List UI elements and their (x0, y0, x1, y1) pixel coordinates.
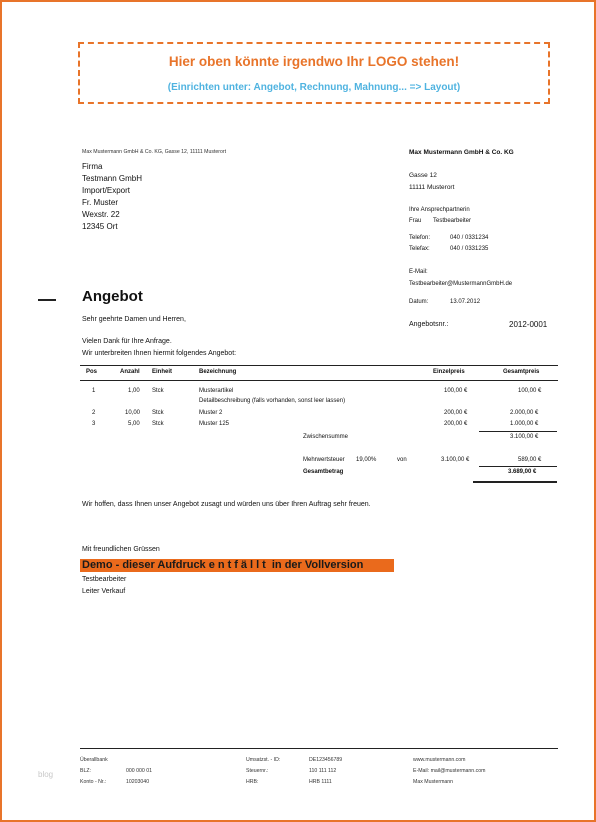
vat-rate: 19,00% (356, 457, 377, 463)
footer-bank: Überallbank (80, 757, 108, 763)
contact-label: Ihre Ansprechpartnerin (409, 207, 470, 213)
cell-price: 100,00 € (444, 388, 468, 394)
signer-name: Testbearbeiter (82, 576, 127, 583)
footer-hrb: HRB 1111 (309, 779, 332, 785)
grand-total-value: 3.689,00 € (508, 469, 537, 475)
phone-label: Telefon: (409, 235, 431, 241)
email-label: E-Mail: (409, 269, 428, 275)
cell-unit: Stck (152, 410, 164, 416)
date-value: 13.07.2012 (450, 299, 481, 305)
sender-line: Max Mustermann GmbH & Co. KG, Gasse 12, 11111 Musterort (82, 149, 227, 155)
cell-total: 2.000,00 € (510, 410, 539, 416)
cell-unit: Stck (152, 388, 164, 394)
col-header-unit: Einheit (152, 369, 173, 375)
cell-qty: 10,00 (125, 410, 141, 416)
company-city: 11111 Musterort (409, 184, 455, 191)
footer-steuernr-label: Steuernr.: (246, 768, 269, 774)
recipient-line: Testmann GmbH (82, 174, 143, 183)
footer-konto-label: Konto - Nr.: (80, 779, 107, 785)
total-rule (479, 466, 557, 467)
recipient-line: Firma (82, 162, 103, 171)
grand-total-label: Gesamtbetrag (303, 469, 344, 475)
col-header-qty: Anzahl (120, 369, 140, 375)
cell-pos: 1 (92, 388, 96, 394)
signer-role: Leiter Verkauf (82, 588, 126, 595)
col-header-pos: Pos (86, 369, 98, 375)
cell-total: 100,00 € (518, 388, 542, 394)
intro-line-2: Wir unterbreiten Ihnen hiermit folgendes Angebot: (82, 350, 237, 357)
offer-number-label: Angebotsnr.: (409, 321, 449, 328)
intro-line-1: Vielen Dank für Ihre Anfrage. (82, 338, 172, 345)
cell-total: 1.000,00 € (510, 421, 539, 427)
demo-prefix: Demo - dieser Aufdruck (82, 559, 206, 571)
cell-desc: Muster 2 (199, 410, 223, 416)
watermark-text: blog (38, 770, 54, 779)
logo-subtitle: (Einrichten unter: Angebot, Rechnung, Mahnung... => Layout) (167, 82, 461, 93)
vat-amount: 589,00 € (518, 457, 542, 463)
contact-salutation: Frau (409, 218, 422, 224)
footer-email: E-Mail: mail@mustermann.com (413, 768, 486, 774)
fax-label: Telefax: (409, 246, 430, 252)
company-name: Max Mustermann GmbH & Co. KG (409, 149, 514, 156)
phone-value: 040 / 0331234 (450, 235, 489, 241)
demo-banner-text (82, 559, 363, 571)
cell-pos: 3 (92, 421, 96, 427)
table-header-rule (80, 380, 558, 381)
greeting: Mit freundlichen Grüssen (82, 546, 160, 553)
cell-desc: Muster 125 (199, 421, 230, 427)
recipient-line: Fr. Muster (82, 198, 119, 207)
footer-steuernr: 110 111 112 (309, 768, 337, 774)
vat-label: Mehrwertsteuer (303, 457, 345, 463)
footer-hrb-label: HRB: (246, 779, 259, 785)
subtotal-label: Zwischensumme (303, 434, 349, 440)
recipient-line: Import/Export (82, 186, 131, 195)
subtotal-rule (479, 431, 557, 432)
recipient-line: 12345 Ort (82, 222, 118, 231)
cell-pos: 2 (92, 410, 96, 416)
total-double-rule (473, 481, 557, 483)
cell-qty: 1,00 (128, 388, 140, 394)
subtotal-value: 3.100,00 € (510, 434, 539, 440)
col-header-total: Gesamtpreis (503, 369, 540, 375)
contact-name: Testbearbeiter (433, 218, 472, 224)
footer-konto: 10203040 (126, 779, 150, 785)
col-header-price: Einzelpreis (433, 369, 465, 375)
cell-price: 200,00 € (444, 421, 468, 427)
table-top-rule (80, 365, 558, 366)
footer-manager: Max Mustermann (413, 779, 454, 785)
cell-price: 200,00 € (444, 410, 468, 416)
cell-desc: Musterartikel (199, 388, 234, 394)
fax-value: 040 / 0331235 (450, 246, 489, 252)
cell-desc-detail: Detailbeschreibung (falls vorhanden, sonst leer lassen) (199, 398, 346, 404)
demo-spaced-word: entfällt (208, 559, 269, 571)
recipient-line: Wexstr. 22 (82, 210, 120, 219)
date-label: Datum: (409, 299, 429, 305)
closing-text: Wir hoffen, dass Ihnen unser Angebot zusagt und würden uns über Ihren Auftrag sehr freuen. (82, 501, 371, 508)
document-title: Angebot (82, 288, 143, 305)
cell-qty: 5,00 (128, 421, 140, 427)
footer-ustid-label: Umsatzst. - ID: (246, 757, 281, 763)
offer-number-value: 2012-0001 (509, 320, 548, 329)
footer-rule (80, 748, 558, 749)
footer-blz: 000 000 01 (126, 768, 152, 774)
footer-ustid: DE123456789 (309, 757, 343, 763)
salutation: Sehr geehrte Damen und Herren, (82, 316, 186, 323)
logo-title: Hier oben könnte irgendwo Ihr LOGO stehen! (168, 54, 460, 69)
col-header-desc: Bezeichnung (199, 369, 237, 375)
footer-website: www.mustermann.com (413, 757, 466, 763)
fold-mark (38, 299, 56, 301)
demo-suffix: in der Vollversion (271, 559, 364, 571)
company-street: Gasse 12 (409, 172, 437, 179)
footer-blz-label: BLZ: (80, 768, 91, 774)
email-value: Testbearbeiter@MustermannGmbH.de (409, 281, 513, 287)
logo-placeholder (78, 42, 550, 104)
cell-unit: Stck (152, 421, 164, 427)
vat-base: 3.100,00 € (441, 457, 470, 463)
vat-of: von (397, 457, 407, 463)
